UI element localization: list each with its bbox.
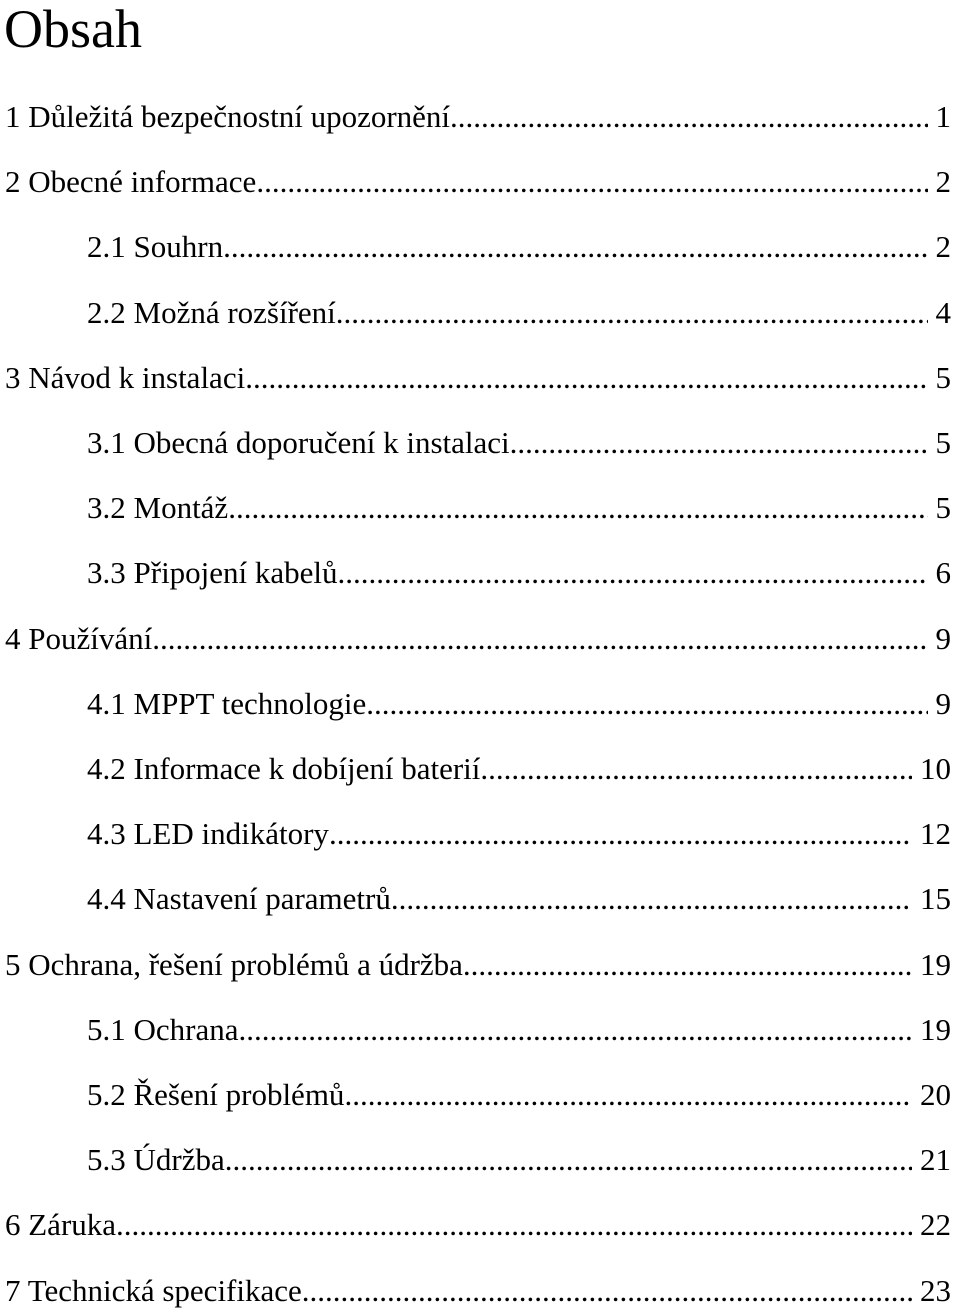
toc-entry-page-number: 6 xyxy=(935,555,951,591)
toc-dot-leader xyxy=(225,1140,912,1180)
toc-entry-page-number: 9 xyxy=(935,685,951,721)
toc-entry-label: 3 Návod k instalaci xyxy=(5,359,246,395)
toc-entry-label: 2.1 Souhrn xyxy=(87,229,224,265)
toc-entry-page-number: 5 xyxy=(935,359,951,395)
toc-entry-label: 5 Ochrana, řešení problémů a údržba xyxy=(5,946,463,982)
toc-entry[interactable] xyxy=(87,814,951,854)
toc-dot-leader xyxy=(245,358,927,398)
toc-entry-page-number: 15 xyxy=(920,881,951,917)
toc-entry-label: 4.3 LED indikátory xyxy=(87,816,329,852)
toc-entry[interactable] xyxy=(87,423,951,463)
toc-entry[interactable] xyxy=(5,945,951,985)
toc-dot-leader xyxy=(510,423,928,463)
toc-entry-label: 5.1 Ochrana xyxy=(87,1011,239,1047)
toc-entry[interactable] xyxy=(5,162,951,202)
toc-entry-page-number: 22 xyxy=(920,1207,951,1243)
toc-entry-label: 3.1 Obecná doporučení k instalaci xyxy=(87,425,510,460)
toc-entry-page-number: 5 xyxy=(935,425,951,460)
toc-dot-leader xyxy=(480,749,912,789)
toc-entry-page-number: 9 xyxy=(935,620,951,656)
toc-entry[interactable] xyxy=(87,879,951,919)
page-title: Obsah xyxy=(4,0,142,59)
toc-entry-label: 4 Používání xyxy=(5,620,153,656)
toc-entry[interactable] xyxy=(87,684,951,724)
toc-dot-leader xyxy=(336,293,928,333)
toc-entry-label: 6 Záruka xyxy=(5,1207,117,1243)
toc-entry-label: 3.2 Montáž xyxy=(87,490,229,526)
toc-entry[interactable] xyxy=(87,749,951,789)
toc-dot-leader xyxy=(152,619,927,659)
toc-entry-page-number: 2 xyxy=(935,229,951,265)
toc-entry-label: 3.3 Připojení kabelů xyxy=(87,555,338,591)
toc-entry-label: 5.3 Údržba xyxy=(87,1142,225,1178)
toc-entry-page-number: 5 xyxy=(935,490,951,526)
toc-dot-leader xyxy=(391,879,912,919)
toc-entry-label: 7 Technická specifikace xyxy=(5,1272,302,1308)
toc-dot-leader xyxy=(450,97,927,137)
toc-entry[interactable] xyxy=(87,1010,951,1050)
toc-entry-page-number: 10 xyxy=(920,751,951,786)
toc-entry-page-number: 21 xyxy=(920,1142,951,1178)
toc-entry-page-number: 1 xyxy=(935,99,951,134)
toc-entry[interactable] xyxy=(87,1140,951,1180)
toc-entry-label: 5.2 Řešení problémů xyxy=(87,1077,345,1112)
toc-entry[interactable] xyxy=(87,488,951,528)
toc-entry-page-number: 4 xyxy=(935,294,951,330)
toc-entry-label: 2.2 Možná rozšíření xyxy=(87,294,336,330)
toc-entry-label: 4.2 Informace k dobíjení baterií xyxy=(87,751,481,786)
toc-dot-leader xyxy=(329,814,912,854)
toc-entry[interactable] xyxy=(87,553,951,593)
toc-entry[interactable] xyxy=(5,1205,951,1245)
toc-entry[interactable] xyxy=(87,227,951,267)
toc-entry-page-number: 19 xyxy=(920,946,951,982)
toc-dot-leader xyxy=(116,1205,912,1245)
toc-entry-page-number: 23 xyxy=(920,1272,951,1308)
toc-entry[interactable] xyxy=(5,619,951,659)
toc-entry-label: 4.4 Nastavení parametrů xyxy=(87,881,391,917)
toc-entry-label: 2 Obecné informace xyxy=(5,164,257,200)
toc-dot-leader xyxy=(302,1271,912,1311)
toc-dot-leader xyxy=(344,1075,912,1115)
toc-entry[interactable] xyxy=(87,293,951,333)
toc-entry[interactable] xyxy=(5,97,951,137)
toc-dot-leader xyxy=(256,162,927,202)
toc-entry[interactable] xyxy=(5,1271,951,1311)
toc-entry-page-number: 19 xyxy=(920,1011,951,1047)
toc-dot-leader xyxy=(228,488,927,528)
toc-entry[interactable] xyxy=(5,358,951,398)
toc-entry-page-number: 20 xyxy=(920,1077,951,1112)
toc-dot-leader xyxy=(239,1010,913,1050)
toc-dot-leader xyxy=(366,684,927,724)
toc-entry[interactable] xyxy=(87,1075,951,1115)
toc-entry-label: 4.1 MPPT technologie xyxy=(87,685,367,721)
toc-dot-leader xyxy=(463,945,912,985)
toc-dot-leader xyxy=(338,553,928,593)
toc-entry-page-number: 2 xyxy=(935,164,951,200)
toc-entry-page-number: 12 xyxy=(920,816,951,852)
toc-dot-leader xyxy=(223,227,927,267)
toc-entry-label: 1 Důležitá bezpečnostní upozornění xyxy=(5,99,451,134)
